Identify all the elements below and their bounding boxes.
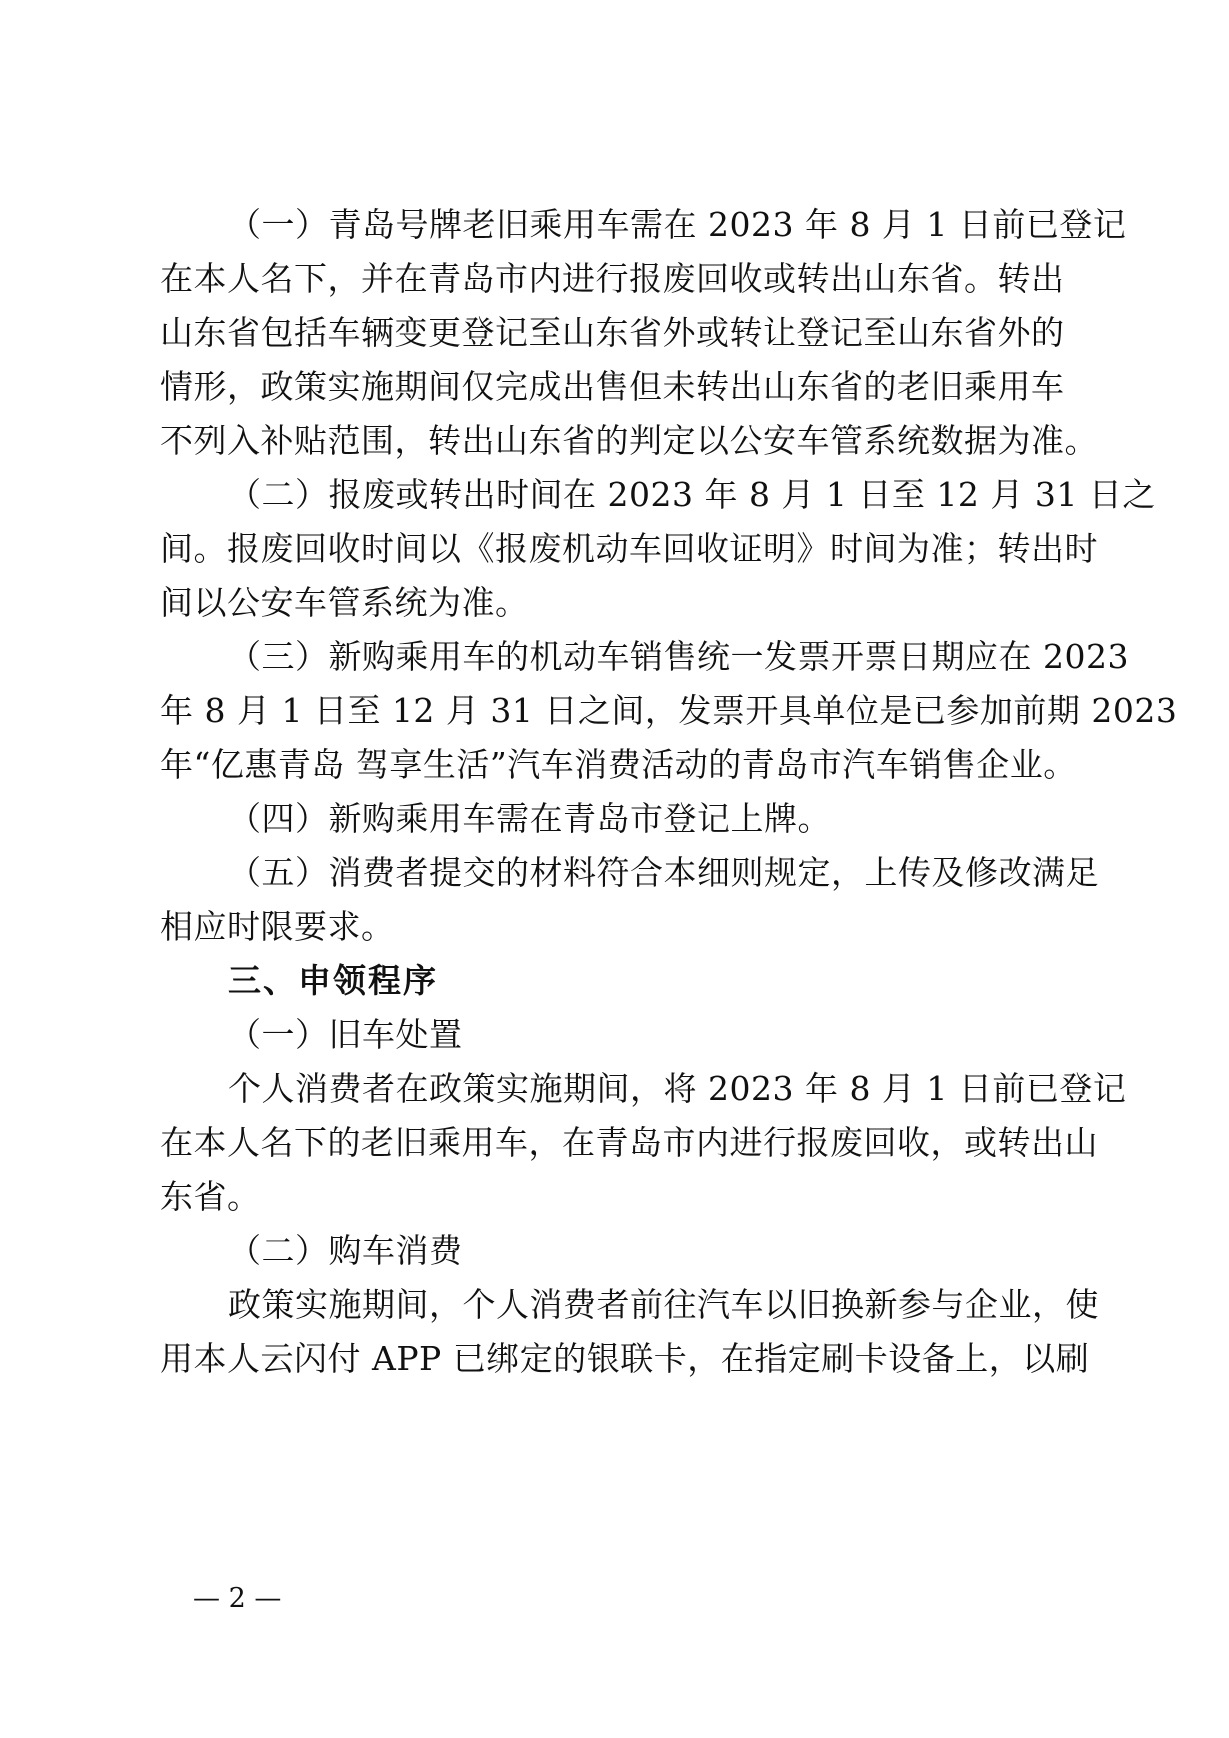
paragraph-line: （一）青岛号牌老旧乘用车需在 2023 年 8 月 1 日前已登记: [228, 205, 1127, 244]
paragraph-line: 在本人名下的老旧乘用车，在青岛市内进行报废回收，或转出山: [160, 1123, 1098, 1162]
paragraph-line: 不列入补贴范围，转出山东省的判定以公安车管系统数据为准。: [160, 421, 1098, 460]
paragraph-line: 间以公安车管系统为准。: [160, 583, 529, 622]
paragraph-line: 年 8 月 1 日至 12 月 31 日之间，发票开具单位是已参加前期 2023: [160, 691, 1178, 730]
paragraph-line: 在本人名下，并在青岛市内进行报废回收或转出山东省。转出: [160, 259, 1065, 298]
section-heading: 三、申领程序: [228, 961, 438, 1000]
paragraph-line: 情形，政策实施期间仅完成出售但未转出山东省的老旧乘用车: [160, 367, 1065, 406]
paragraph-line: （二）报废或转出时间在 2023 年 8 月 1 日至 12 月 31 日之: [228, 475, 1156, 514]
subsection-heading: （一）旧车处置: [228, 1015, 463, 1054]
paragraph-line: （五）消费者提交的材料符合本细则规定，上传及修改满足: [228, 853, 1099, 892]
paragraph-line: 个人消费者在政策实施期间，将 2023 年 8 月 1 日前已登记: [228, 1069, 1127, 1108]
paragraph-line: 年“亿惠青岛 驾享生活”汽车消费活动的青岛市汽车销售企业。: [160, 745, 1077, 784]
paragraph-line: （三）新购乘用车的机动车销售统一发票开票日期应在 2023: [228, 637, 1129, 676]
subsection-heading: （二）购车消费: [228, 1231, 463, 1270]
paragraph-line: 相应时限要求。: [160, 907, 395, 946]
page-number: — 2 —: [193, 1583, 282, 1614]
paragraph-line: （四）新购乘用车需在青岛市登记上牌。: [228, 799, 831, 838]
paragraph-line: 用本人云闪付 APP 已绑定的银联卡，在指定刷卡设备上，以刷: [160, 1339, 1090, 1378]
paragraph-line: 政策实施期间，个人消费者前往汽车以旧换新参与企业，使: [228, 1285, 1099, 1324]
paragraph-line: 山东省包括车辆变更登记至山东省外或转让登记至山东省外的: [160, 313, 1065, 352]
paragraph-line: 东省。: [160, 1177, 261, 1216]
paragraph-line: 间。报废回收时间以《报废机动车回收证明》时间为准；转出时: [160, 529, 1098, 568]
